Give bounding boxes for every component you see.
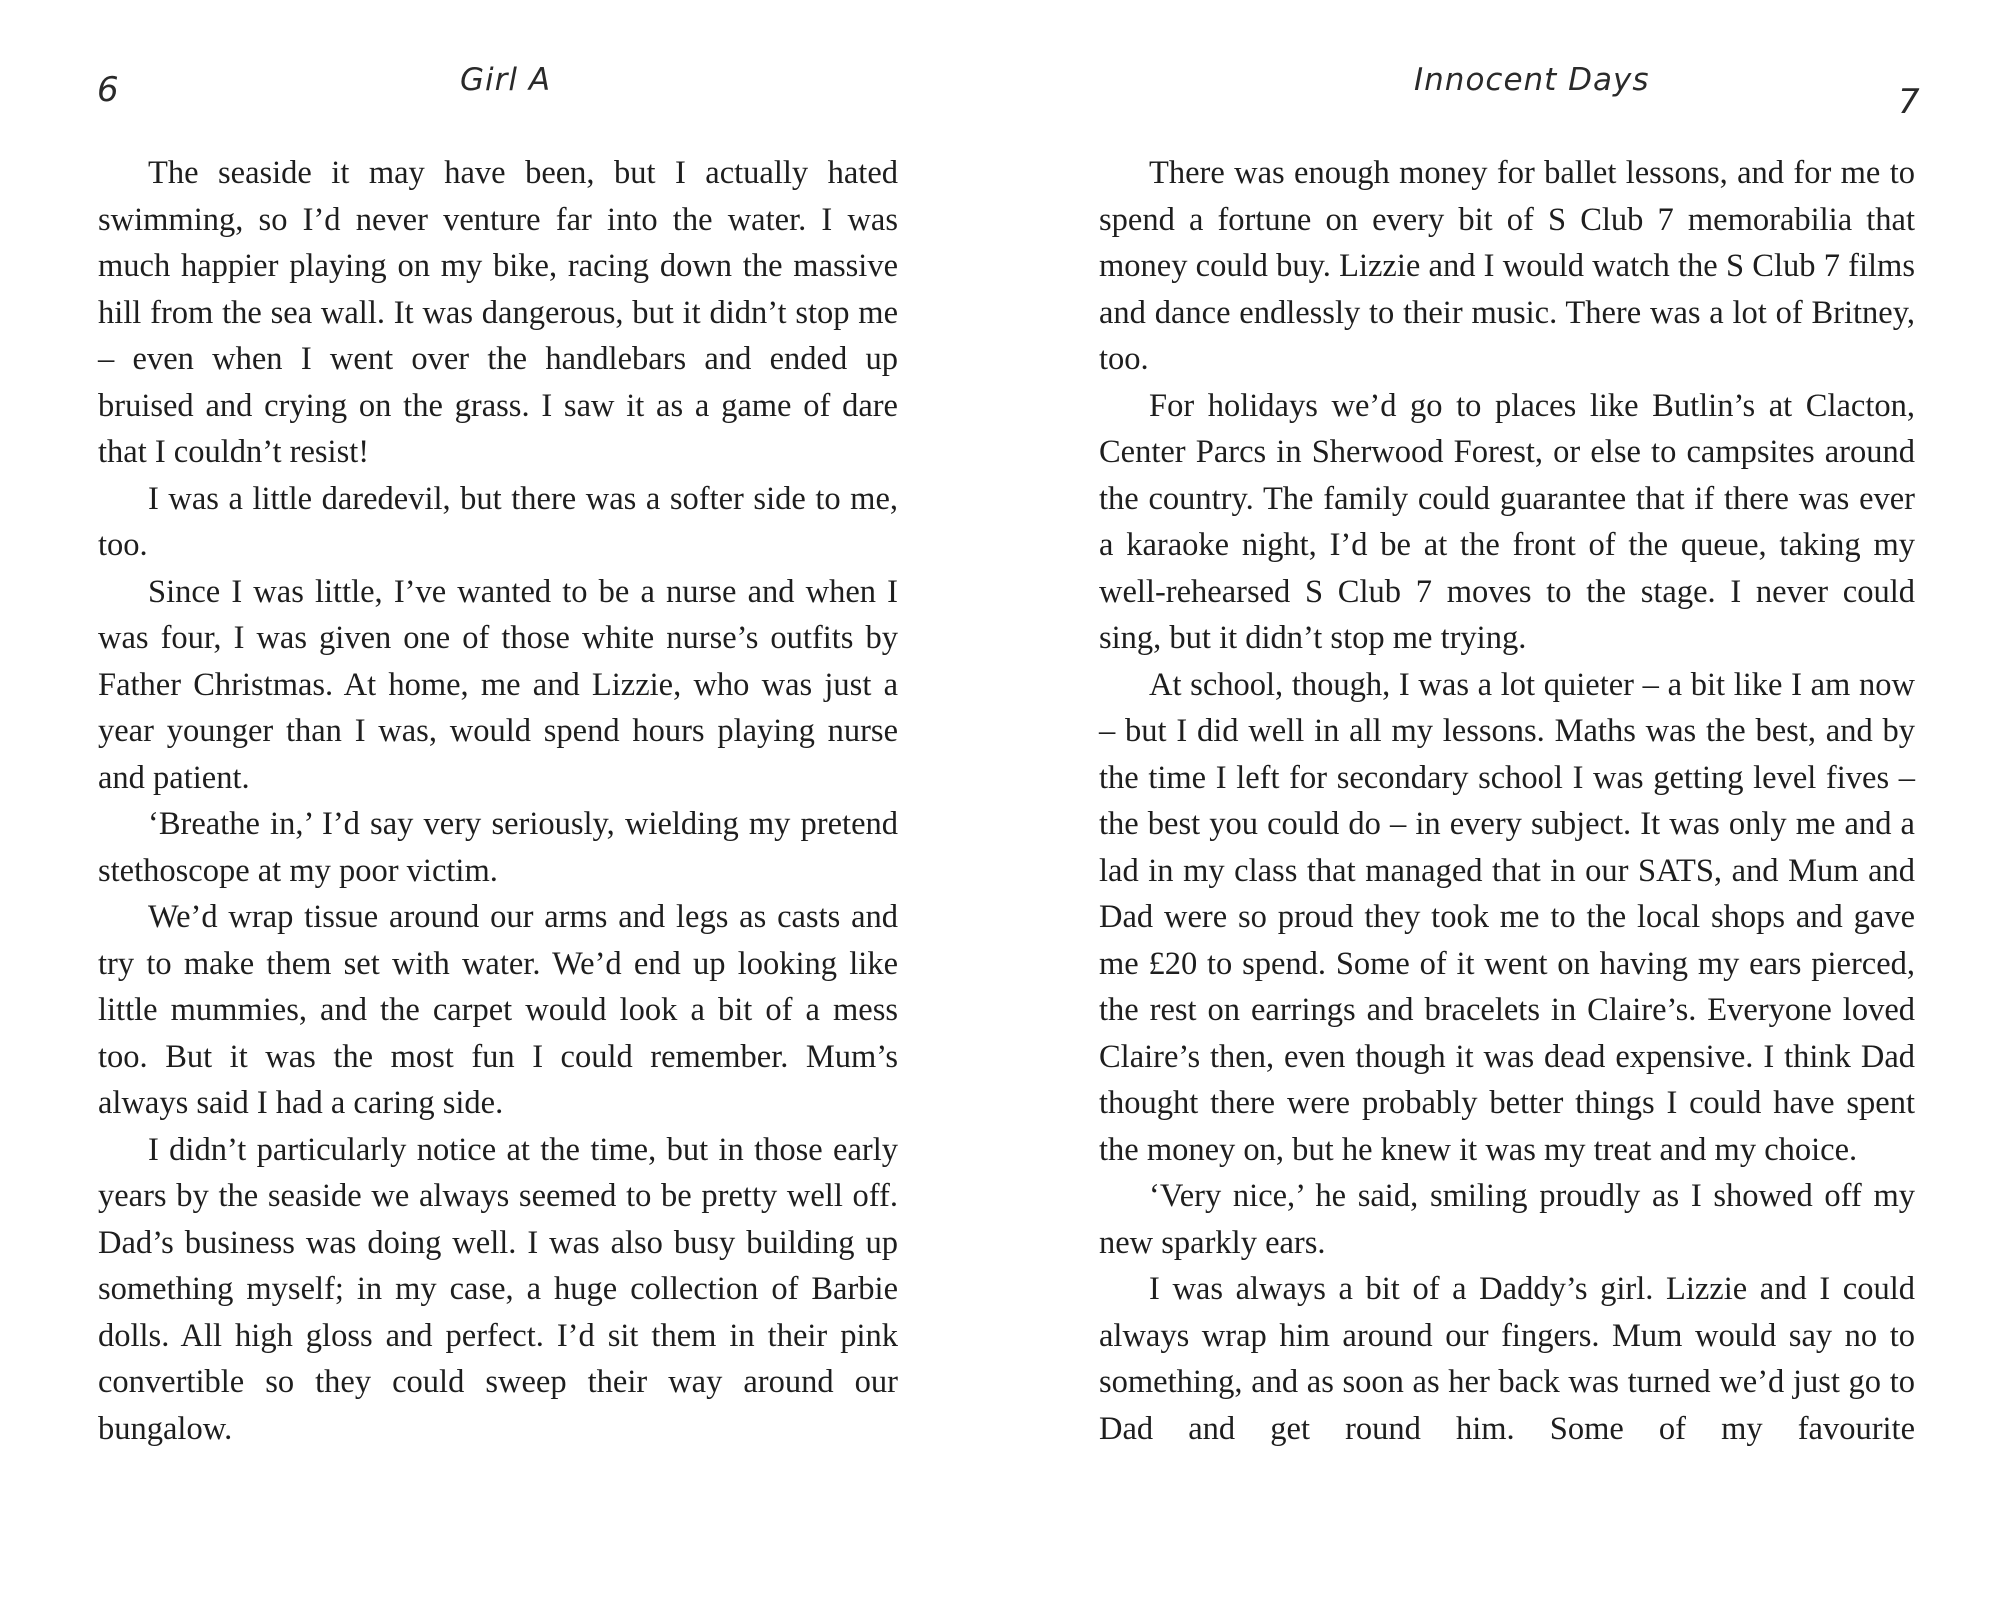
right-page-number: 7 <box>1898 82 1920 122</box>
paragraph: I was a little daredevil, but there was a softer side to me, too. <box>98 480 898 563</box>
right-running-head: Innocent Days <box>1414 62 1650 98</box>
paragraph: There was enough money for ballet lessons, and for me to spend a fortune on every bit of S Club 7 memorabilia that money could buy. Lizzie and I would watch the S Club 7 films and dance endlessly to their music. There was a lot of Britney, too. <box>1099 155 1915 377</box>
right-body-text <box>1099 150 1915 1452</box>
paragraph: Since I was little, I’ve wanted to be a nurse and when I was four, I was given one of those white nurse’s outfits by Father Christmas. At home, me and Lizzie, who was just a year younger than I was, would spend hours playing nurse and patient. <box>98 573 898 796</box>
left-body-text <box>98 150 898 1452</box>
right-page <box>1000 0 2000 1615</box>
paragraph: I didn’t particularly notice at the time, but in those early years by the seaside we always seemed to be pretty well off. Dad’s business was doing well. I was also busy building up something myself; in my case, a huge collection of Barbie dolls. All high gloss and perfect. I’d sit them in their pink convertible so they could sweep their way around our bungalow. <box>98 1131 898 1447</box>
left-page-number: 6 <box>97 70 119 110</box>
left-running-head: Girl A <box>460 62 552 98</box>
paragraph: At school, though, I was a lot quieter – a bit like I am now – but I did well in all my lessons. Maths was the best, and by the time I left for secondary school I was getting level fives – the best you could do – in every subject. It was only me and a lad in my class that managed that in our SATS, and Mum and Dad were so proud they took me to the local shops and gave me £20 to spend. Some of it went on having my ears pierced, the rest on earrings and bracelets in Claire’s. Everyone loved Claire’s then, even though it was dead expensive. I think Dad thought there were probably better things I could have spent the money on, but he knew it was my treat and my choice. <box>1099 666 1915 1168</box>
paragraph: For holidays we’d go to places like Butlin’s at Clacton, Center Parcs in Sherwood Forest, or else to campsites around the country. The family could guarantee that if there was ever a karaoke night, I’d be at the front of the queue, taking my well-rehearsed S Club 7 moves to the stage. I never could sing, but it didn’t stop me trying. <box>1099 387 1915 656</box>
paragraph: I was always a bit of a Daddy’s girl. Lizzie and I could always wrap him around our fingers. Mum would say no to something, and as soon as her back was turned we’d just go to Dad and get round him. Some of my favourite <box>1099 1271 1915 1447</box>
paragraph: ‘Very nice,’ he said, smiling proudly as I showed off my new sparkly ears. <box>1099 1178 1915 1261</box>
paragraph: ‘Breathe in,’ I’d say very seriously, wielding my pretend stethoscope at my poor victim. <box>98 806 898 889</box>
paragraph: The seaside it may have been, but I actually hated swimming, so I’d never venture far into the water. I was much happier playing on my bike, racing down the massive hill from the sea wall. It was dangerous, but it didn’t stop me – even when I went over the handlebars and ended up bruised and crying on the grass. I saw it as a game of dare that I couldn’t resist! <box>98 155 898 470</box>
paragraph: We’d wrap tissue around our arms and legs as casts and try to make them set with water. We’d end up looking like little mummies, and the carpet would look a bit of a mess too. But it was the most fun I could remember. Mum’s always said I had a caring side. <box>98 899 898 1121</box>
